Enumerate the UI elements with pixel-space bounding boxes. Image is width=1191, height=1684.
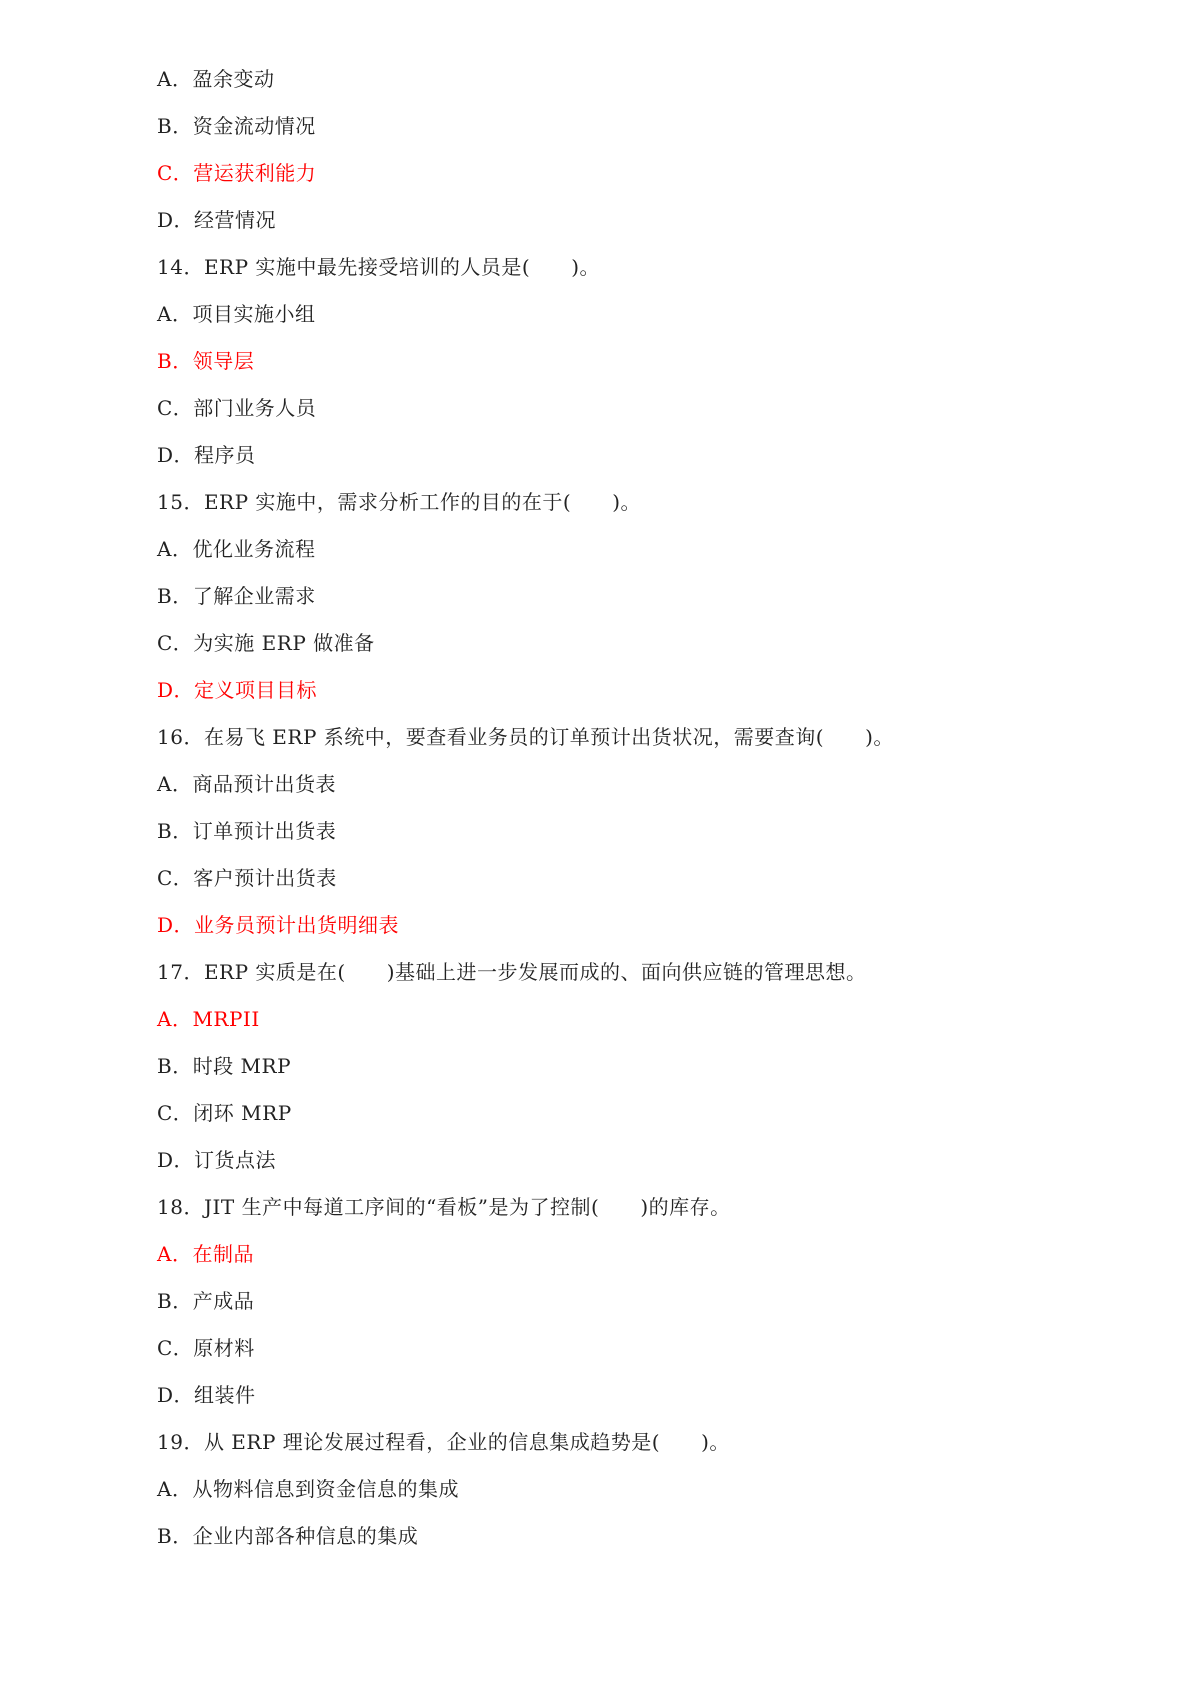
option-line: A．从物料信息到资金信息的集成 bbox=[157, 1477, 459, 1501]
option-line: D．经营情况 bbox=[157, 208, 277, 232]
option-line: C．部门业务人员 bbox=[157, 396, 317, 420]
option-line: B．领导层 bbox=[157, 349, 255, 373]
option-line: B．了解企业需求 bbox=[157, 584, 316, 608]
option-line: A．盈余变动 bbox=[157, 67, 275, 91]
option-line: C．营运获利能力 bbox=[157, 161, 317, 185]
option-line: B．时段 MRP bbox=[157, 1054, 292, 1078]
option-line: D．程序员 bbox=[157, 443, 256, 467]
option-line: D．组装件 bbox=[157, 1383, 256, 1407]
option-line: C．闭环 MRP bbox=[157, 1101, 292, 1125]
option-line: B．企业内部各种信息的集成 bbox=[157, 1524, 419, 1548]
question-line: 17．ERP 实质是在( )基础上进一步发展而成的、面向供应链的管理思想。 bbox=[157, 960, 867, 984]
option-line: A．项目实施小组 bbox=[157, 302, 316, 326]
question-line: 16．在易飞 ERP 系统中，要查看业务员的订单预计出货状况，需要查询( )。 bbox=[157, 725, 894, 749]
option-line: B．产成品 bbox=[157, 1289, 255, 1313]
option-line: A．在制品 bbox=[157, 1242, 254, 1266]
option-line: C．客户预计出货表 bbox=[157, 866, 337, 890]
option-line: C．原材料 bbox=[157, 1336, 255, 1360]
question-line: 15．ERP 实施中，需求分析工作的目的在于( )。 bbox=[157, 490, 642, 514]
question-line: 19．从 ERP 理论发展过程看，企业的信息集成趋势是( )。 bbox=[157, 1430, 730, 1454]
option-line: D．定义项目目标 bbox=[157, 678, 318, 702]
option-line: D．业务员预计出货明细表 bbox=[157, 913, 400, 937]
option-line: D．订货点法 bbox=[157, 1148, 277, 1172]
option-line: C．为实施 ERP 做准备 bbox=[157, 631, 375, 655]
option-line: A．优化业务流程 bbox=[157, 537, 316, 561]
option-line: B．订单预计出货表 bbox=[157, 819, 337, 843]
question-line: 14．ERP 实施中最先接受培训的人员是( )。 bbox=[157, 255, 601, 279]
option-line: B．资金流动情况 bbox=[157, 114, 316, 138]
option-line: A．商品预计出货表 bbox=[157, 772, 336, 796]
question-line: 18．JIT 生产中每道工序间的“看板”是为了控制( )的库存。 bbox=[157, 1195, 731, 1219]
option-line: A．MRPII bbox=[157, 1007, 260, 1031]
